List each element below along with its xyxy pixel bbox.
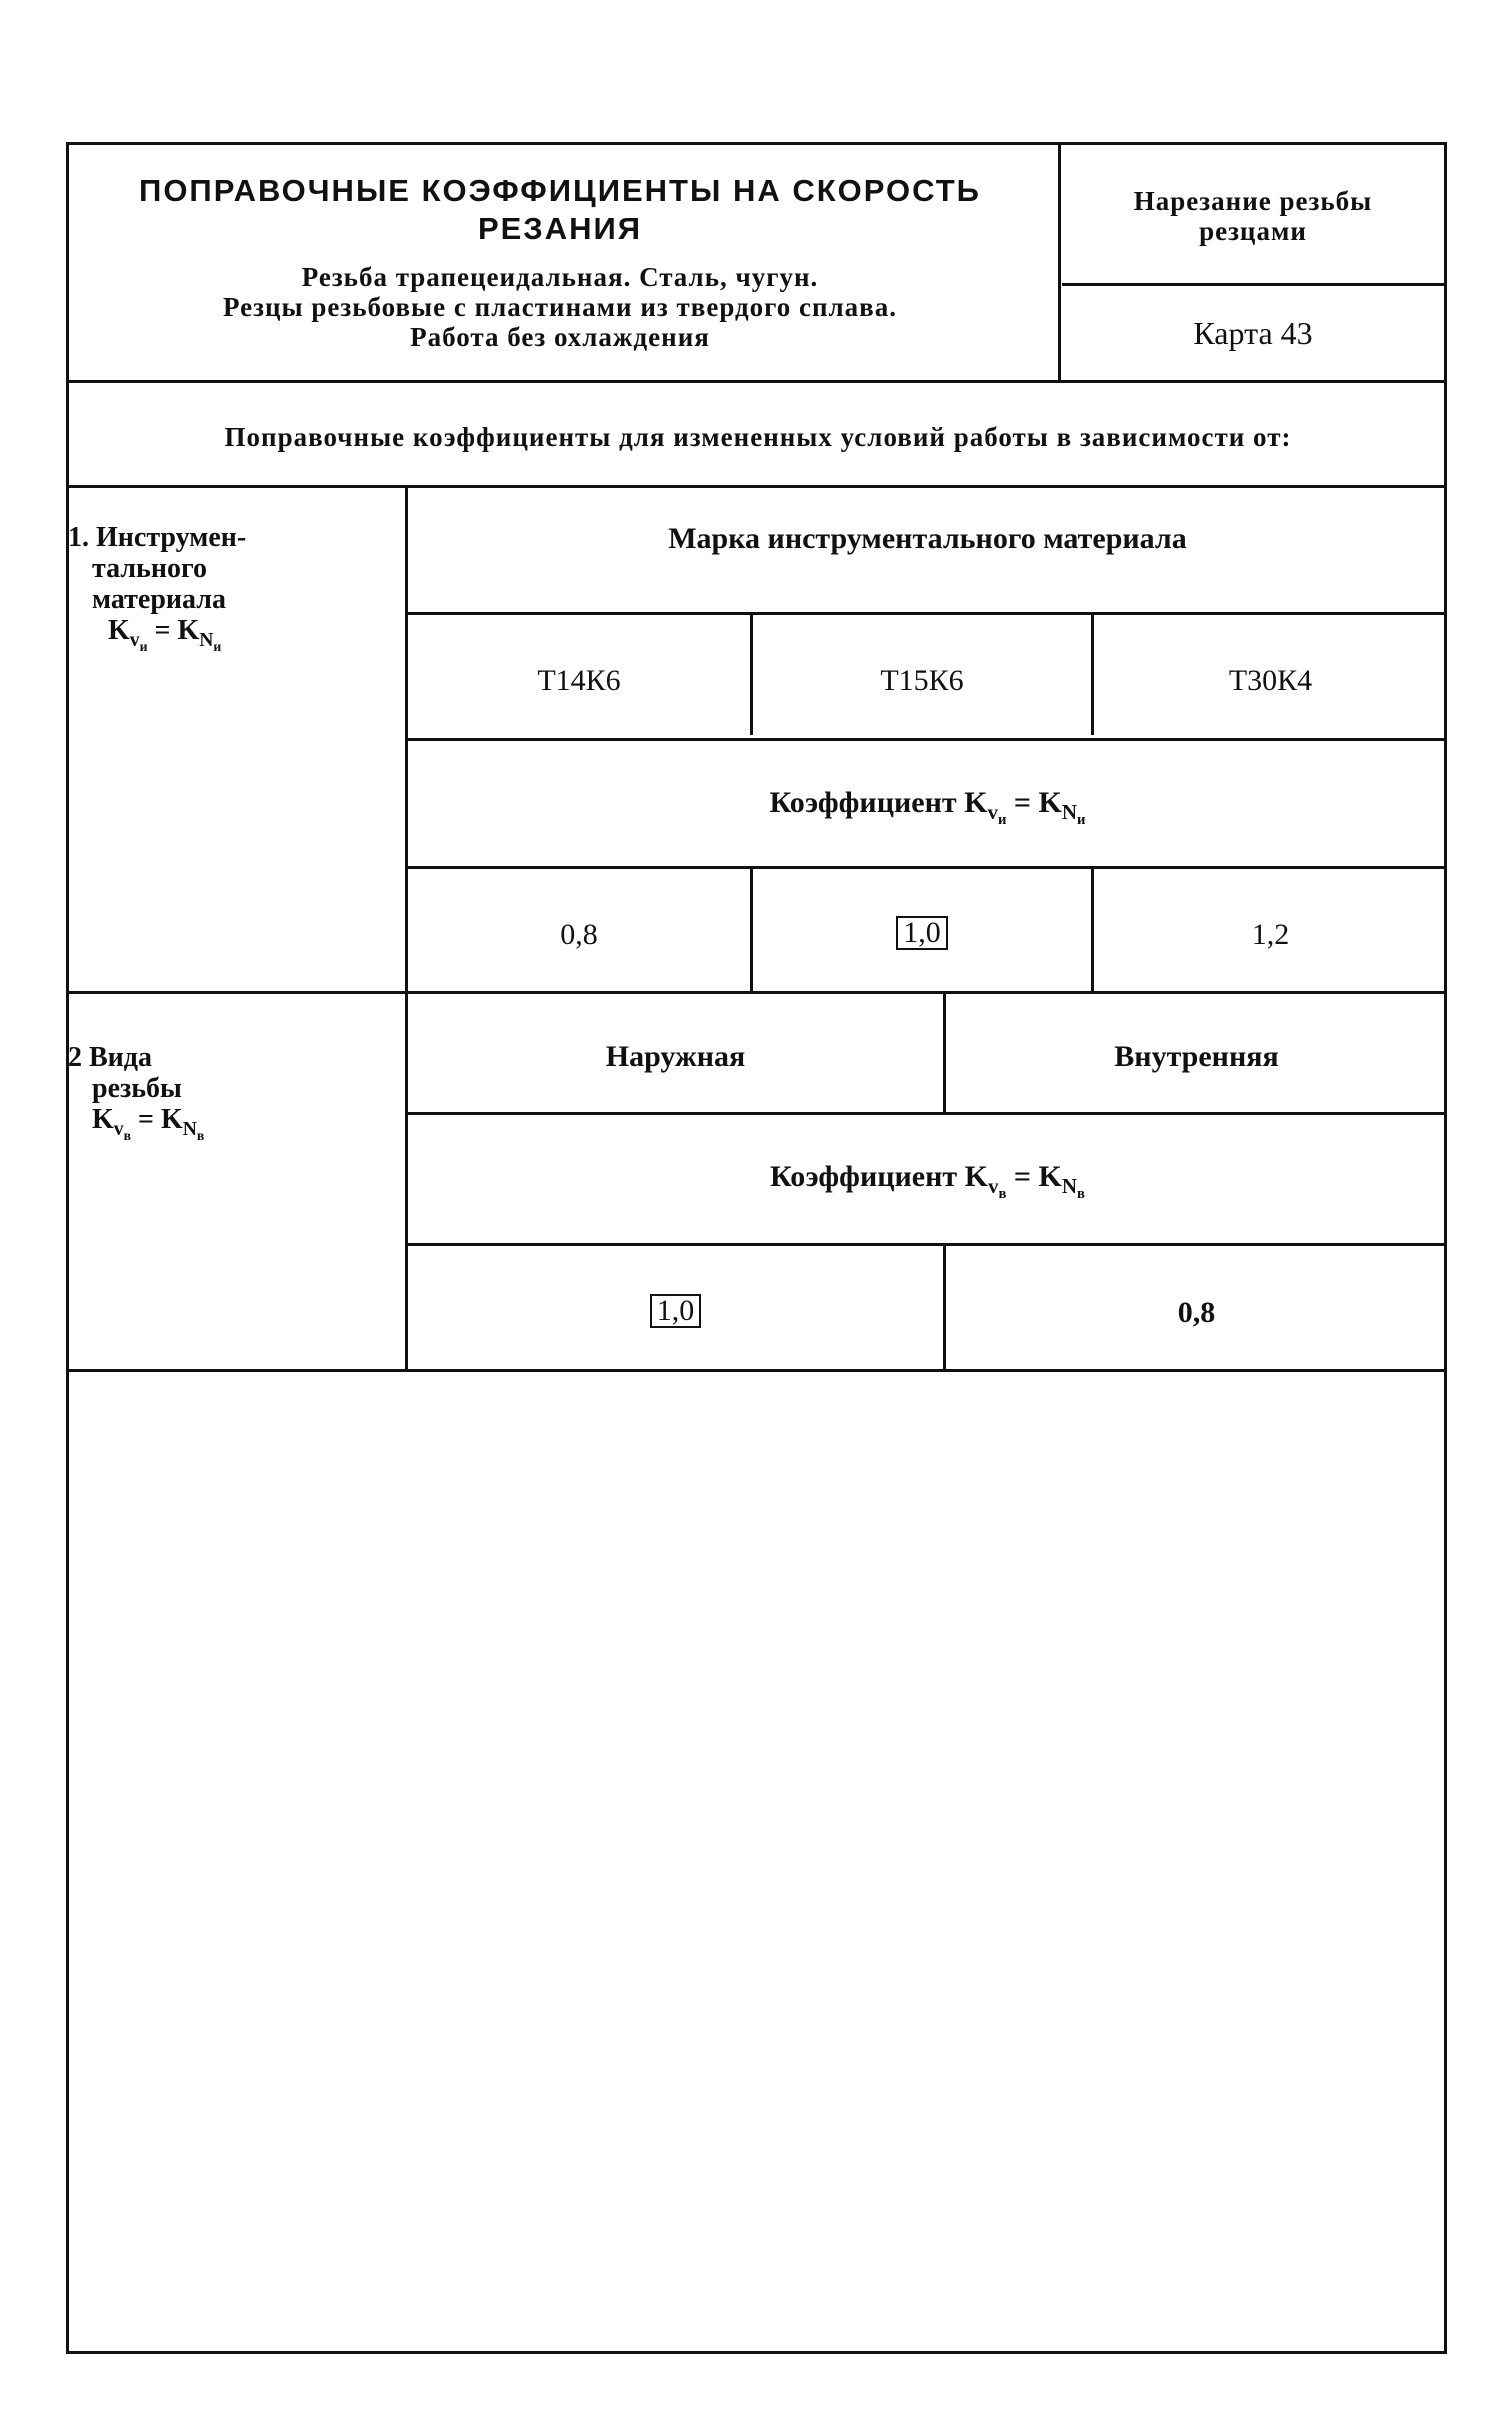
section2-label — [68, 1042, 398, 1151]
grade-3: Т30К4 — [1228, 664, 1313, 697]
section1-heading-rule — [408, 612, 1447, 615]
section1-formula: $K_{v_и} = K_{N_и}$ — [108, 615, 222, 654]
section1-coef-label: Коэффициент $K_{v_и} = K_{N_и}$ — [769, 786, 1086, 829]
subtitle-line-2: Резцы резьбовые с пластинами из твердого сплава. — [222, 292, 897, 322]
page-title — [80, 172, 1040, 248]
value-1: 0,8 — [560, 918, 598, 951]
type-internal: Внутренняя — [1114, 1040, 1279, 1073]
operation-line-2: резцами — [1199, 216, 1307, 246]
value-3: 1,2 — [1251, 918, 1290, 951]
operation-label — [1062, 186, 1444, 246]
section2-coef-label: Коэффициент $K_{v_в} = K_{N_в}$ — [770, 1160, 1085, 1203]
section2-formula: $K_{v_в} = K_{N_в}$ — [92, 1104, 205, 1143]
header-bottom-rule — [69, 380, 1447, 383]
section1-grades-rule — [408, 738, 1447, 741]
operation-line-1: Нарезание резьбы — [1133, 186, 1373, 216]
card-divider — [1062, 283, 1447, 286]
section2-coef-rule — [408, 1243, 1447, 1246]
card-number: Карта 43 — [1193, 315, 1313, 351]
section2-label-line-2: резьбы — [92, 1073, 182, 1104]
intro-bottom-rule — [69, 485, 1447, 488]
section1-bottom-rule — [69, 991, 1447, 994]
value-external-boxed: 1,0 — [408, 1294, 943, 1328]
subtitle-line-1: Резьба трапецеидальная. Сталь, чугун. — [301, 262, 819, 292]
header-divider — [1058, 145, 1061, 380]
title-line-1: ПОПРАВОЧНЫЕ КОЭФФИЦИЕНТЫ НА СКОРОСТЬ — [139, 173, 981, 208]
subtitle-line-3: Работа без охлаждения — [410, 322, 710, 352]
grade-1: Т14К6 — [537, 664, 621, 697]
section1-label-line-1: 1. Инструмен- — [68, 522, 247, 553]
section1-coef-rule — [408, 866, 1447, 869]
section2-label-line-1: 2 Вида — [68, 1042, 152, 1073]
section1-label — [68, 522, 398, 662]
section1-label-line-3: материала — [92, 584, 226, 615]
subtitle — [80, 262, 1040, 352]
page-frame — [66, 142, 1447, 2354]
title-line-2: РЕЗАНИЯ — [477, 211, 643, 246]
section2-types-rule — [408, 1112, 1447, 1115]
section1-label-line-2: тального — [92, 553, 208, 584]
intro-text: Поправочные коэффициенты для измененных условий работы в зависимости от: — [224, 422, 1292, 452]
section2-bottom-rule — [69, 1369, 1447, 1372]
value-2-boxed: 1,0 — [753, 916, 1091, 950]
grade-2: Т15К6 — [880, 664, 964, 697]
section1-heading: Марка инструментального материала — [668, 522, 1187, 555]
value-internal: 0,8 — [1177, 1296, 1216, 1329]
type-external: Наружная — [605, 1040, 746, 1073]
